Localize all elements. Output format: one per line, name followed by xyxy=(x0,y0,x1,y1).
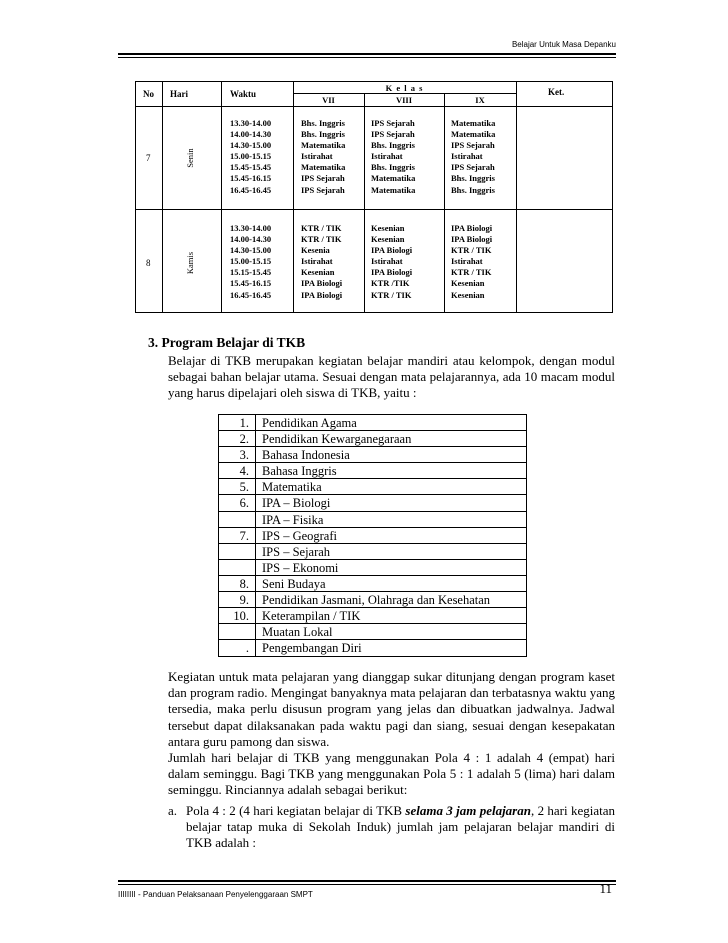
module-row xyxy=(219,544,526,560)
running-header: Belajar Untuk Masa Depanku xyxy=(511,40,616,49)
module-row xyxy=(219,608,526,624)
row-day: Senin xyxy=(185,148,195,168)
module-name: IPS – Ekonomi xyxy=(262,560,339,575)
module-name: Pendidikan Kewarganegaraan xyxy=(262,432,412,447)
row-no: 8 xyxy=(146,258,151,268)
row-times: 13.30-14.00 14.00-14.30 14.30-15.00 15.00-15.15 15.15-15.45 15.45-16.15 16.45-16.45 xyxy=(230,223,272,300)
table-divider xyxy=(221,82,222,312)
module-row xyxy=(219,431,526,447)
module-table xyxy=(218,414,527,657)
module-name: Matematika xyxy=(262,480,322,495)
list-marker: a. xyxy=(168,802,178,818)
module-name: Keterampilan / TIK xyxy=(262,609,361,624)
header-ket: Ket. xyxy=(548,87,565,97)
table-divider xyxy=(136,106,612,107)
row-times: 13.30-14.00 14.00-14.30 14.30-15.00 15.00-15.15 15.45-15.45 15.45-16.15 16.45-16.45 xyxy=(230,118,272,195)
module-number xyxy=(219,624,256,639)
header-ix: IX xyxy=(475,95,485,105)
header-rule xyxy=(118,53,616,55)
row-day: Kamis xyxy=(185,251,195,275)
module-number: 10. xyxy=(219,608,256,623)
item-a-part1: Pola 4 : 2 (4 hari kegiatan belajar di TKB xyxy=(186,802,406,818)
module-number: 6. xyxy=(219,495,256,510)
item-a-part2: , 2 hari kegiatan belajar tatap muka di Sekolah Induk) jumlah jam pelajaran belajar mandiri di TKB adalah : xyxy=(186,802,615,851)
footer-rule xyxy=(118,880,616,882)
module-number: 2. xyxy=(219,431,256,446)
module-row xyxy=(219,592,526,608)
module-name: Bahasa Indonesia xyxy=(262,448,350,463)
module-number: 8. xyxy=(219,576,256,591)
table-divider xyxy=(293,82,294,312)
header-hari: Hari xyxy=(170,89,188,99)
module-name: Bahasa Inggris xyxy=(262,464,337,479)
table-divider xyxy=(444,94,445,312)
row-ix: Matematika Matematika IPS Sejarah Istirahat IPS Sejarah Bhs. Inggris Bhs. Inggris xyxy=(451,118,496,195)
row-viii: IPS Sejarah IPS Sejarah Bhs. Inggris Istirahat Bhs. Inggris Matematika Matematika xyxy=(371,118,416,195)
module-name: Muatan Lokal xyxy=(262,625,333,640)
header-viii: VIII xyxy=(395,95,413,105)
row-vii: Bhs. Inggris Bhs. Inggris Matematika Istirahat Matematika IPS Sejarah IPS Sejarah xyxy=(301,118,346,195)
footer-rule-thin xyxy=(118,884,616,885)
page-number: 11 xyxy=(599,881,612,896)
table-divider xyxy=(293,93,516,94)
module-number: 4. xyxy=(219,463,256,478)
module-row xyxy=(219,624,526,640)
table-divider xyxy=(364,94,365,312)
module-row xyxy=(219,415,526,431)
table-divider xyxy=(162,82,163,312)
table-divider xyxy=(516,82,517,312)
module-row xyxy=(219,479,526,495)
module-row xyxy=(219,576,526,592)
module-name: IPA – Fisika xyxy=(262,512,324,527)
header-vii: VII xyxy=(322,95,335,105)
module-row xyxy=(219,463,526,479)
module-number: 5. xyxy=(219,479,256,494)
item-a-emphasis: selama 3 jam pelajaran xyxy=(405,802,531,818)
row-ix: IPA Biologi IPA Biologi KTR / TIK Istirahat KTR / TIK Kesenian Kesenian xyxy=(451,223,493,300)
module-name: IPS – Sejarah xyxy=(262,544,331,559)
module-row xyxy=(219,640,526,656)
section-title: 3. Program Belajar di TKB xyxy=(148,335,306,350)
row-no: 7 xyxy=(146,153,151,163)
schedule-table xyxy=(135,81,613,313)
module-number xyxy=(219,512,256,527)
header-kelas: K e l a s xyxy=(385,83,424,93)
footer-title: IIIIIIII - Panduan Pelaksanaan Penyelenggaraan SMPT xyxy=(118,890,313,899)
module-row xyxy=(219,512,526,528)
paragraph-2: Jumlah hari belajar di TKB yang menggunakan Pola 4 : 1 adalah 4 (empat) hari dalam seminggu. Bagi TKB yang menggunakan Pola 5 : 1 adalah 5 (lima) hari dalam seminggu. Rinciannya adalah sebagai berikut: xyxy=(168,750,615,798)
row-vii: KTR / TIK KTR / TIK Kesenia Istirahat Kesenian IPA Biologi IPA Biologi xyxy=(301,223,343,300)
header-waktu: Waktu xyxy=(230,89,257,99)
module-number: 1. xyxy=(219,415,256,430)
module-name: IPS – Geografi xyxy=(262,528,337,543)
module-name: Pendidikan Jasmani, Olahraga dan Kesehatan xyxy=(262,593,491,608)
paragraph-1: Kegiatan untuk mata pelajaran yang dianggap sukar ditunjang dengan program kaset dan program radio. Mengingat banyaknya mata pelajaran dan terbatasnya waktu yang tersedia, maka perlu disusun program yang jelas dan dibuatkan jadwalnya. Jadwal tersebut dapat dilaksanakan pada waktu pagi dan siang, sesuai dengan kesepakatan antara guru pamong dan siswa. xyxy=(168,669,615,749)
module-row xyxy=(219,495,526,511)
module-row xyxy=(219,528,526,544)
body-paragraphs xyxy=(168,669,615,851)
list-item-text xyxy=(186,803,615,852)
module-name: Pendidikan Agama xyxy=(262,416,357,430)
module-number: 7. xyxy=(219,528,256,543)
row-viii: Kesenian Kesenian IPA Biologi Istirahat IPA Biologi KTR /TIK KTR / TIK xyxy=(371,223,413,300)
intro-paragraph xyxy=(168,353,615,402)
module-number xyxy=(219,560,256,575)
header-no: No xyxy=(143,89,154,99)
module-row xyxy=(219,447,526,463)
module-row xyxy=(219,560,526,576)
module-number xyxy=(219,544,256,559)
header-rule-thin xyxy=(118,57,616,58)
module-number: . xyxy=(219,640,256,656)
table-divider xyxy=(136,209,612,210)
module-number: 9. xyxy=(219,592,256,607)
module-name: Seni Budaya xyxy=(262,576,326,591)
module-name: IPA – Biologi xyxy=(262,496,331,511)
module-number: 3. xyxy=(219,447,256,462)
intro-text: Belajar di TKB merupakan kegiatan belajar mandiri atau kelompok, dengan modul sebagai bahan belajar utama. Sesuai dengan mata pelajarannya, ada 10 macam modul yang harus dipelajari oleh siswa di TKB, yaitu : xyxy=(168,353,615,401)
list-item-a xyxy=(168,803,615,852)
module-name: Pengembangan Diri xyxy=(262,641,362,656)
